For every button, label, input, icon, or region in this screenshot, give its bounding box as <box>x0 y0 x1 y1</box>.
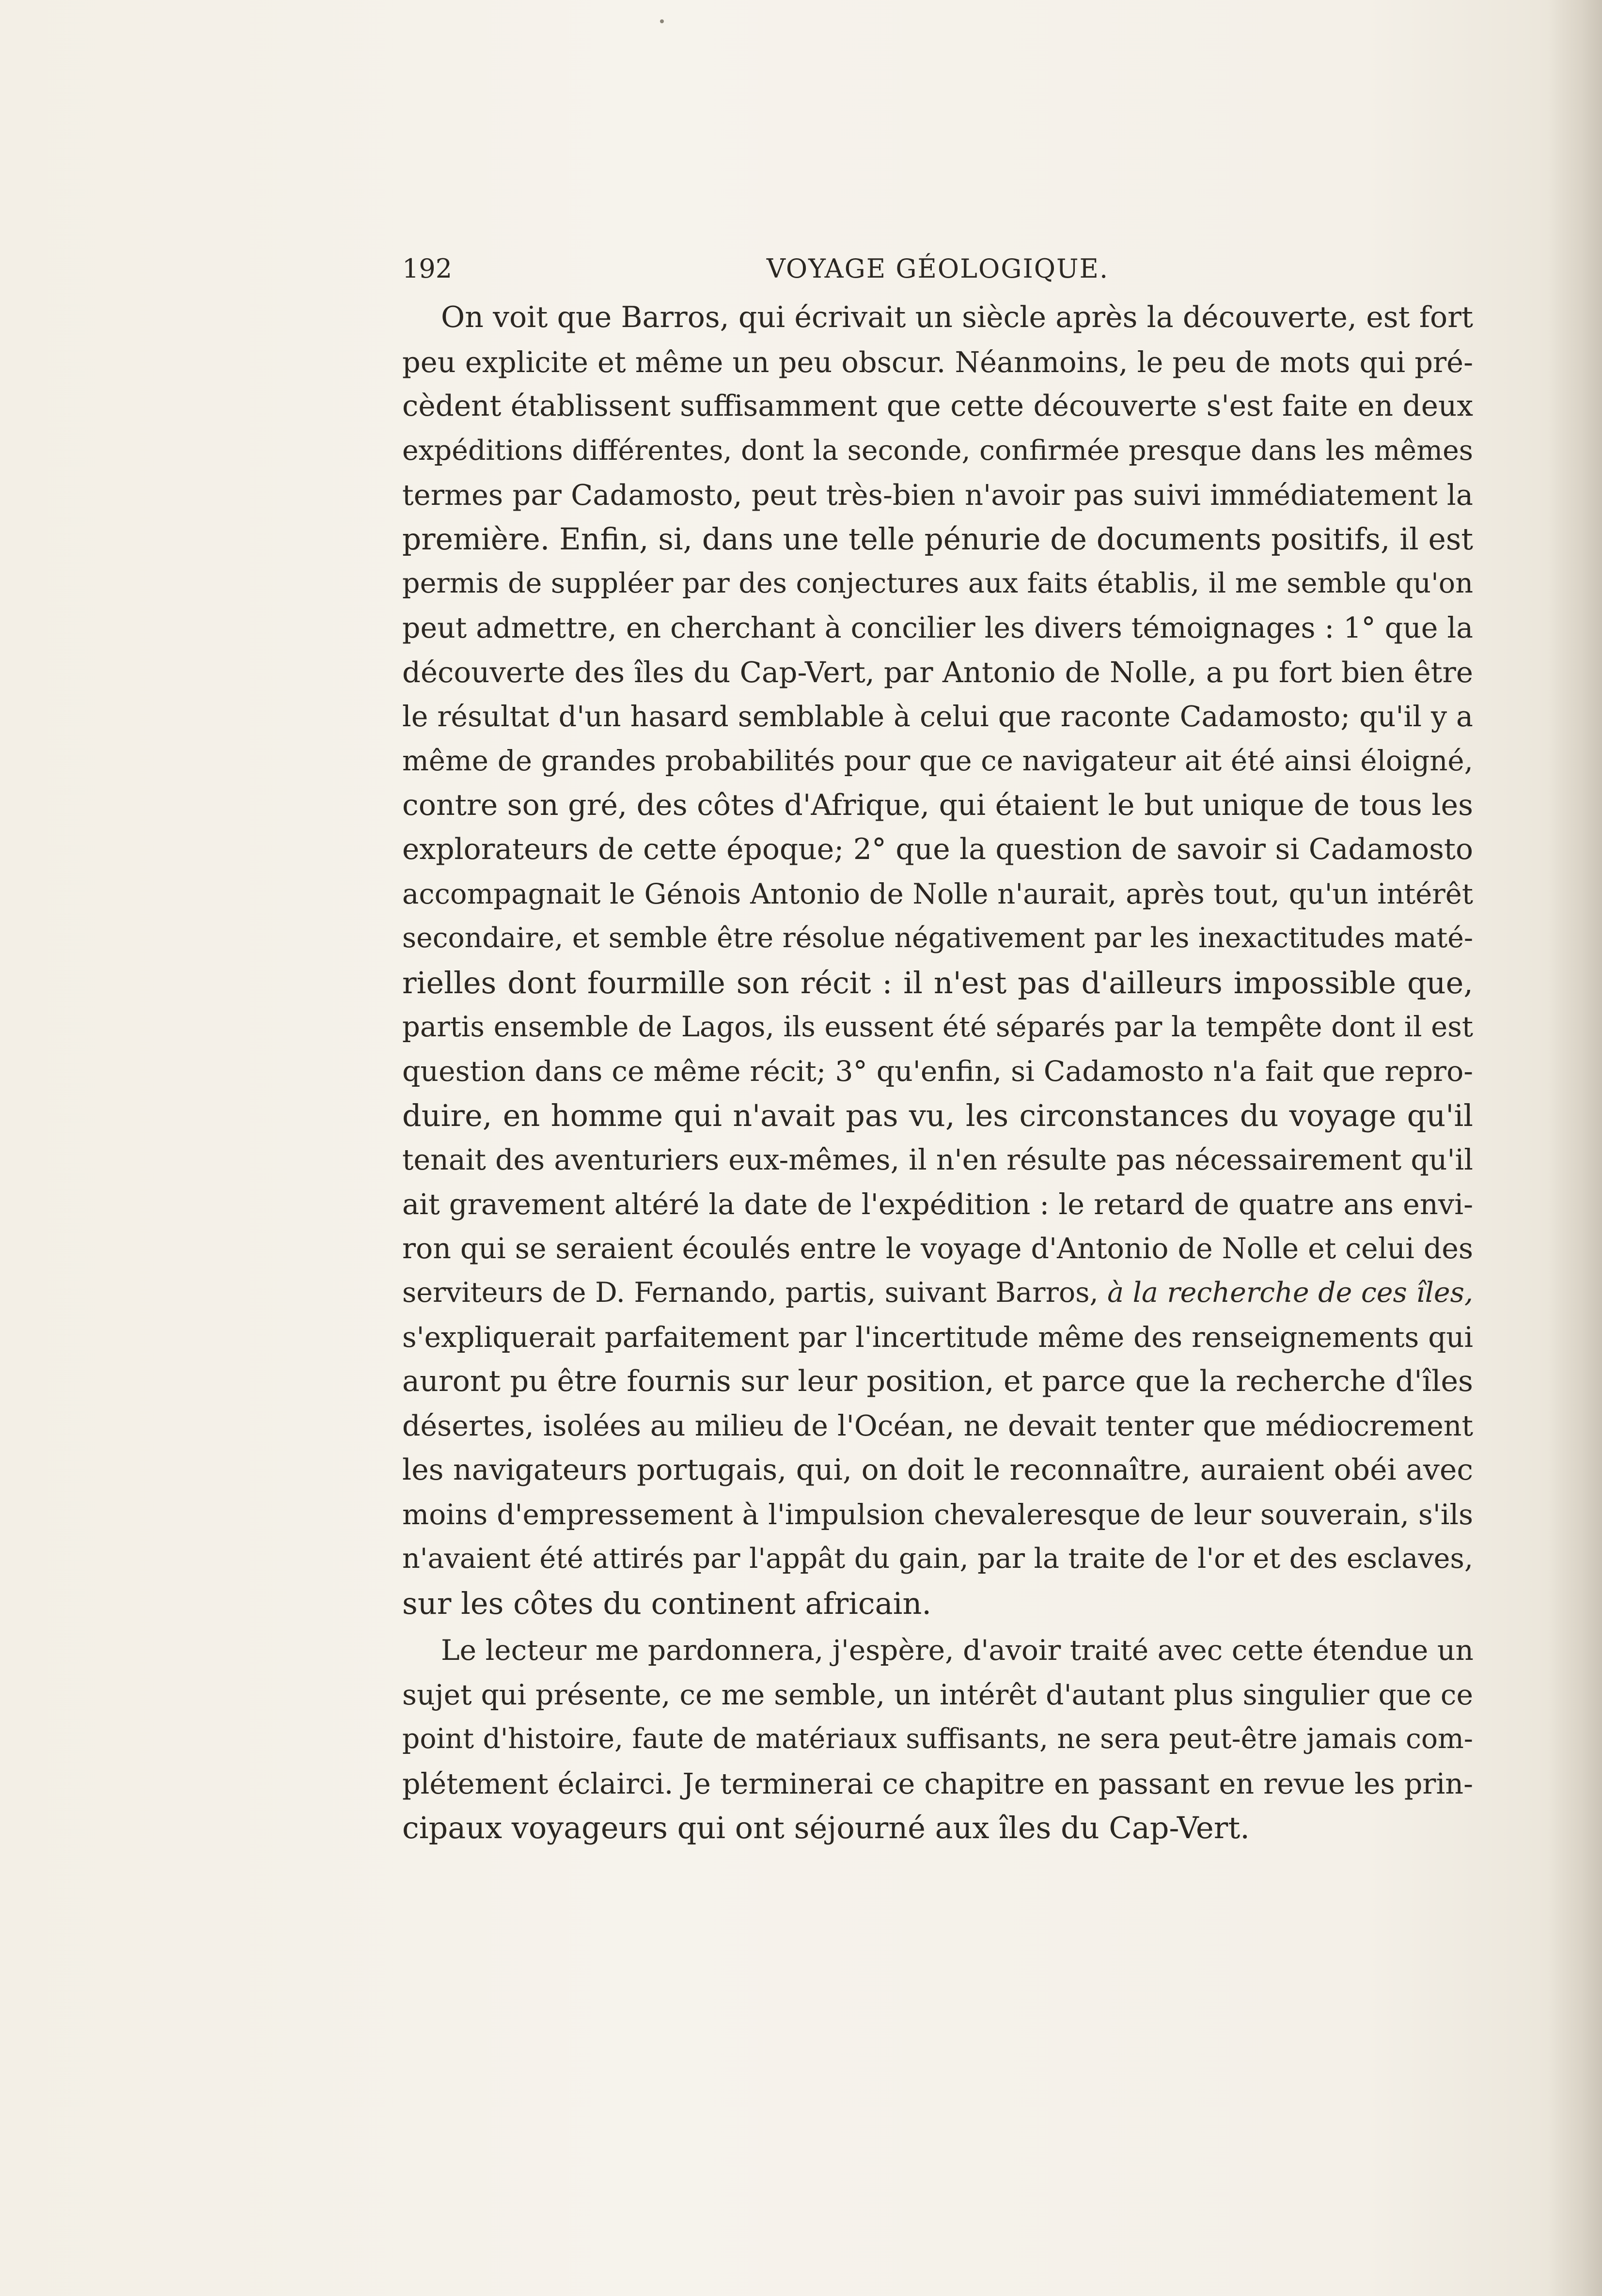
text-line: peut admettre, en cherchant à concilier les divers témoignages : 1° que la <box>402 611 1473 644</box>
text-line: point d'histoire, faute de matériaux suffisants, ne sera peut-être jamais com- <box>402 1723 1473 1755</box>
text-line: question dans ce même récit; 3° qu'enfin, si Cadamosto n'a fait que repro- <box>402 1054 1473 1088</box>
text-line: sur les côtes du continent africain. <box>402 1585 932 1621</box>
running-title: VOYAGE GÉOLOGIQUE. <box>766 253 1109 284</box>
text-line: première. Enfin, si, dans une telle pénurie de documents positifs, il est <box>402 522 1473 557</box>
text-line: On voit que Barros, qui écrivait un siècle après la découverte, est fort <box>441 300 1473 334</box>
text-block <box>402 242 1473 1850</box>
page-edge-shadow <box>1549 0 1602 2296</box>
text-line: explorateurs de cette époque; 2° que la question de savoir si Cadamosto <box>402 832 1473 866</box>
paragraph-1 <box>402 296 1473 1625</box>
paragraph-2 <box>402 1628 1473 1850</box>
text-line: duire, en homme qui n'avait pas vu, les circonstances du voyage qu'il <box>402 1098 1473 1133</box>
text-line: permis de suppléer par des conjectures aux faits établis, il me semble qu'on <box>402 567 1473 599</box>
text-line: n'avaient été attirés par l'appât du gain, par la traite de l'or et des esclaves, <box>402 1543 1473 1575</box>
text-line: cèdent établissent suffisamment que cette découverte s'est faite en deux <box>402 390 1473 423</box>
text-line: expéditions différentes, dont la seconde, confirmée presque dans les mêmes <box>402 434 1473 467</box>
text-line: s'expliquerait parfaitement par l'incertitude même des renseignements qui <box>402 1320 1473 1354</box>
text-line: moins d'empressement à l'impulsion chevaleresque de leur souverain, s'ils <box>402 1498 1473 1531</box>
text-line: contre son gré, des côtes d'Afrique, qui étaient le but unique de tous les <box>402 788 1473 822</box>
text-line: rielles dont fourmille son récit : il n'est pas d'ailleurs impossible que, <box>402 965 1473 1000</box>
text-line: sujet qui présente, ce me semble, un intérêt d'autant plus singulier que ce <box>402 1678 1473 1711</box>
text-line: les navigateurs portugais, qui, on doit le reconnaître, auraient obéi avec <box>402 1453 1473 1487</box>
running-head <box>402 242 1473 296</box>
text-line: tenait des aventuriers eux-mêmes, il n'en résulte pas nécessairement qu'il <box>402 1143 1473 1176</box>
text-line: partis ensemble de Lagos, ils eussent été séparés par la tempête dont il est <box>402 1011 1473 1043</box>
text-line: secondaire, et semble être résolue négativement par les inexactitudes maté- <box>402 922 1473 954</box>
paper-speck <box>660 19 664 23</box>
text-line: le résultat d'un hasard semblable à celui que raconte Cadamosto; qu'il y a <box>402 700 1473 733</box>
text-line: auront pu être fournis sur leur position, et parce que la recherche d'îles <box>402 1364 1473 1398</box>
text-line: accompagnait le Génois Antonio de Nolle n'aurait, après tout, qu'un intérêt <box>402 877 1473 910</box>
text-line: ron qui se seraient écoulés entre le voyage d'Antonio de Nolle et celui des <box>402 1232 1473 1265</box>
text-line: ait gravement altéré la date de l'expédition : le retard de quatre ans envi- <box>402 1187 1473 1221</box>
page-number: 192 <box>402 253 453 284</box>
text-line-with-italic <box>402 1271 1473 1315</box>
text-line: Le lecteur me pardonnera, j'espère, d'avoir traité avec cette étendue un <box>441 1634 1474 1667</box>
text-line: désertes, isolées au milieu de l'Océan, ne devait tenter que médiocrement <box>402 1409 1473 1442</box>
text-line: termes par Cadamosto, peut très-bien n'avoir pas suivi immédiatement la <box>402 478 1473 512</box>
text-line: même de grandes probabilités pour que ce navigateur ait été ainsi éloigné, <box>402 744 1473 777</box>
italic-phrase: à la recherche de ces îles, <box>1107 1277 1473 1309</box>
text-segment: serviteurs de D. Fernando, partis, suivant Barros, <box>402 1277 1108 1309</box>
text-line: peu explicite et même un peu obscur. Néanmoins, le peu de mots qui pré- <box>402 345 1473 379</box>
body-text <box>402 296 1473 1850</box>
text-line: plétement éclairci. Je terminerai ce chapitre en passant en revue les prin- <box>402 1766 1473 1800</box>
text-line: cipaux voyageurs qui ont séjourné aux îles du Cap-Vert. <box>402 1810 1250 1845</box>
text-line: découverte des îles du Cap-Vert, par Antonio de Nolle, a pu fort bien être <box>402 656 1473 689</box>
